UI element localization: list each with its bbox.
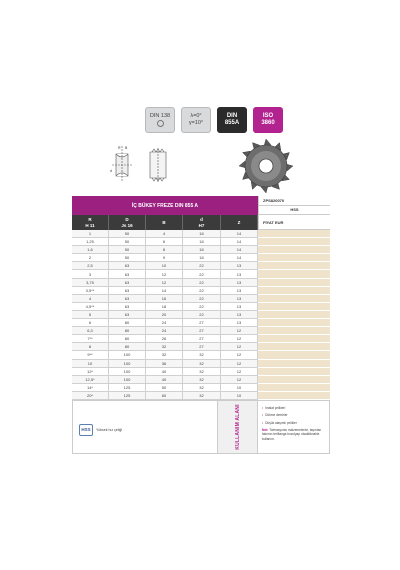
iso3860-badge: ISO 3860 — [253, 107, 283, 133]
cell-r: 8 — [72, 343, 109, 351]
price-cell — [258, 254, 330, 262]
cell-width: 8 — [146, 246, 183, 254]
cell-teeth: 12 — [221, 343, 258, 351]
price-cell — [258, 343, 330, 351]
price-cell — [258, 287, 330, 295]
price-cell — [258, 262, 330, 270]
cell-bore: 27 — [183, 319, 221, 327]
standard-badges — [145, 107, 283, 133]
d-label: d — [110, 169, 112, 173]
cell-r: 12* — [72, 368, 109, 376]
cell-r: 9** — [72, 351, 109, 359]
cell-bore: 27 — [183, 343, 221, 351]
angle-badge: λ=0° γ=10° — [181, 107, 211, 133]
cell-width: 24 — [146, 327, 183, 335]
cell-bore: 32 — [183, 376, 221, 384]
cell-teeth: 12 — [221, 327, 258, 335]
price-cell — [258, 311, 330, 319]
cell-bore: 32 — [183, 368, 221, 376]
cell-width: 32 — [146, 351, 183, 359]
cell-outer-diameter: 63 — [109, 262, 146, 270]
cell-width: 26 — [146, 335, 183, 343]
price-cell — [258, 246, 330, 254]
price-cell — [258, 376, 330, 384]
cell-r: 14* — [72, 384, 109, 392]
cell-outer-diameter: 50 — [109, 254, 146, 262]
circle-icon — [157, 120, 164, 127]
cell-r: 1,6 — [72, 246, 109, 254]
table-row — [72, 327, 330, 335]
usage-note-item: • Düşük alaşımlı çelikler — [262, 420, 297, 425]
table-row — [72, 287, 330, 295]
price-header: FİYAT EUR — [258, 215, 330, 230]
cell-width: 6 — [146, 238, 183, 246]
cell-teeth: 13 — [221, 319, 258, 327]
cell-bore: 32 — [183, 351, 221, 359]
cell-width: 16 — [146, 295, 183, 303]
cell-outer-diameter: 63 — [109, 295, 146, 303]
cell-outer-diameter: 63 — [109, 311, 146, 319]
table-row — [72, 254, 330, 262]
price-cell — [258, 295, 330, 303]
cell-r: 4 — [72, 295, 109, 303]
table-body — [72, 230, 330, 400]
price-cell — [258, 303, 330, 311]
table-row — [72, 262, 330, 270]
cell-r: 1 — [72, 230, 109, 238]
cell-bore: 32 — [183, 392, 221, 400]
table-row — [72, 311, 330, 319]
cutter-technical-drawing — [106, 142, 176, 184]
cell-teeth: 13 — [221, 311, 258, 319]
cell-outer-diameter: 63 — [109, 303, 146, 311]
cell-width: 40 — [146, 376, 183, 384]
cell-bore: 32 — [183, 384, 221, 392]
table-row — [72, 246, 330, 254]
cell-teeth: 12 — [221, 368, 258, 376]
table-row — [72, 343, 330, 351]
cell-outer-diameter: 63 — [109, 270, 146, 278]
cell-outer-diameter: 100 — [109, 376, 146, 384]
cell-outer-diameter: 100 — [109, 351, 146, 359]
bullet-icon: • — [262, 413, 264, 418]
cell-bore: 16 — [183, 230, 221, 238]
column-header-teeth: Z — [221, 215, 258, 230]
price-cell — [258, 238, 330, 246]
cell-teeth: 12 — [221, 376, 258, 384]
cell-width: 14 — [146, 287, 183, 295]
cell-outer-diameter: 63 — [109, 287, 146, 295]
cell-r: 2,5 — [72, 262, 109, 270]
bullet-icon: • — [262, 420, 264, 425]
r-label: R — [118, 146, 121, 150]
cell-bore: 22 — [183, 287, 221, 295]
warning-note: Not: Tolerasyonlu malzemelerde, taşırılan takımın terlitanga bozulyap olsaktiknable kullanım. — [262, 427, 322, 441]
material-legend — [72, 401, 217, 453]
cell-width: 4 — [146, 230, 183, 238]
table-row — [72, 319, 330, 327]
price-cell — [258, 392, 330, 400]
hss-note: Yüksek hız çeliği — [96, 427, 123, 432]
table-row — [72, 335, 330, 343]
cell-outer-diameter: 100 — [109, 368, 146, 376]
cutter-product-image — [236, 136, 296, 196]
cell-bore: 27 — [183, 327, 221, 335]
hss-icon: HSS — [79, 424, 93, 436]
cell-width: 10 — [146, 262, 183, 270]
cell-teeth: 12 — [221, 351, 258, 359]
column-header-r: R H 11 — [72, 215, 109, 230]
cell-width: 18 — [146, 303, 183, 311]
price-cell — [258, 335, 330, 343]
price-cell — [258, 384, 330, 392]
price-cell — [258, 327, 330, 335]
cell-width: 50 — [146, 384, 183, 392]
cell-bore: 16 — [183, 246, 221, 254]
table-row — [72, 279, 330, 287]
cell-width: 24 — [146, 319, 183, 327]
price-cell — [258, 360, 330, 368]
cell-teeth: 14 — [221, 238, 258, 246]
cell-r: 3,5** — [72, 287, 109, 295]
cell-teeth: 13 — [221, 287, 258, 295]
cell-teeth: 13 — [221, 270, 258, 278]
cell-r: 7** — [72, 335, 109, 343]
cell-r: 4,5** — [72, 303, 109, 311]
cell-teeth: 13 — [221, 295, 258, 303]
usage-area-column — [217, 401, 258, 453]
table-row — [72, 270, 330, 278]
cell-outer-diameter: 80 — [109, 319, 146, 327]
usage-notes — [258, 401, 330, 453]
price-cell — [258, 270, 330, 278]
material-label: HSS — [258, 206, 330, 216]
table-row — [72, 392, 330, 400]
cell-bore: 22 — [183, 262, 221, 270]
cell-width: 60 — [146, 392, 183, 400]
cell-bore: 22 — [183, 311, 221, 319]
cell-bore: 22 — [183, 295, 221, 303]
cell-width: 36 — [146, 360, 183, 368]
cell-width: 12 — [146, 270, 183, 278]
cell-outer-diameter: 80 — [109, 327, 146, 335]
table-row — [72, 384, 330, 392]
table-row — [72, 360, 330, 368]
cell-outer-diameter: 80 — [109, 343, 146, 351]
cell-outer-diameter: 125 — [109, 384, 146, 392]
din855a-badge: DIN 855A — [217, 107, 247, 133]
cell-teeth: 12 — [221, 360, 258, 368]
column-header-bore: d H7 — [183, 215, 221, 230]
cell-r: 3 — [72, 270, 109, 278]
cell-r: 10 — [72, 360, 109, 368]
cell-bore: 22 — [183, 303, 221, 311]
cell-bore: 22 — [183, 279, 221, 287]
product-code: ZPS820070 — [258, 196, 330, 206]
product-code-block — [258, 196, 330, 215]
cell-bore: 27 — [183, 335, 221, 343]
cell-outer-diameter: 100 — [109, 360, 146, 368]
cell-teeth: 14 — [221, 254, 258, 262]
cell-r: 6,3 — [72, 327, 109, 335]
table-title-row — [72, 196, 330, 215]
table-row — [72, 376, 330, 384]
table-row — [72, 230, 330, 238]
cell-outer-diameter: 80 — [109, 335, 146, 343]
din138-badge: DIN 138 — [145, 107, 175, 133]
column-header-outer-diameter: D Js 16 — [109, 215, 146, 230]
cell-outer-diameter: 50 — [109, 238, 146, 246]
price-cell — [258, 279, 330, 287]
cell-outer-diameter: 50 — [109, 230, 146, 238]
cell-teeth: 13 — [221, 262, 258, 270]
cell-teeth: 14 — [221, 230, 258, 238]
price-cell — [258, 368, 330, 376]
cell-width: 20 — [146, 311, 183, 319]
cell-r: 6 — [72, 319, 109, 327]
cell-width: 12 — [146, 279, 183, 287]
table-row — [72, 368, 330, 376]
product-table — [72, 196, 330, 454]
table-title: İÇ BÜKEY FREZE DIN 855 A — [72, 196, 258, 215]
usage-note-item: • İmalat çelikleri — [262, 405, 286, 410]
cell-outer-diameter: 63 — [109, 279, 146, 287]
cell-teeth: 13 — [221, 303, 258, 311]
cell-teeth: 10 — [221, 392, 258, 400]
cell-r: 2 — [72, 254, 109, 262]
table-row — [72, 295, 330, 303]
cell-r: 3,75 — [72, 279, 109, 287]
cell-r: 1,25 — [72, 238, 109, 246]
price-cell — [258, 230, 330, 238]
cell-outer-diameter: 125 — [109, 392, 146, 400]
usage-area-label: KULLANIM ALANI — [234, 404, 241, 450]
cell-r: 5 — [72, 311, 109, 319]
b-label: B — [125, 146, 128, 150]
cell-bore: 16 — [183, 254, 221, 262]
price-cell — [258, 351, 330, 359]
cell-width: 9 — [146, 254, 183, 262]
cell-teeth: 10 — [221, 384, 258, 392]
cell-bore: 16 — [183, 238, 221, 246]
table-footer — [72, 400, 330, 454]
table-row — [72, 238, 330, 246]
column-header-width: B — [146, 215, 183, 230]
bullet-icon: • — [262, 405, 264, 410]
cell-width: 32 — [146, 343, 183, 351]
cell-bore: 22 — [183, 270, 221, 278]
cell-bore: 32 — [183, 360, 221, 368]
cell-teeth: 13 — [221, 279, 258, 287]
cell-teeth: 14 — [221, 246, 258, 254]
cell-r: 12,5* — [72, 376, 109, 384]
cell-teeth: 12 — [221, 335, 258, 343]
table-row — [72, 351, 330, 359]
usage-note-item: • Dökme demirler — [262, 413, 288, 418]
column-header-row — [72, 215, 330, 230]
cell-r: 20* — [72, 392, 109, 400]
cell-width: 40 — [146, 368, 183, 376]
cell-outer-diameter: 50 — [109, 246, 146, 254]
price-cell — [258, 319, 330, 327]
table-row — [72, 303, 330, 311]
